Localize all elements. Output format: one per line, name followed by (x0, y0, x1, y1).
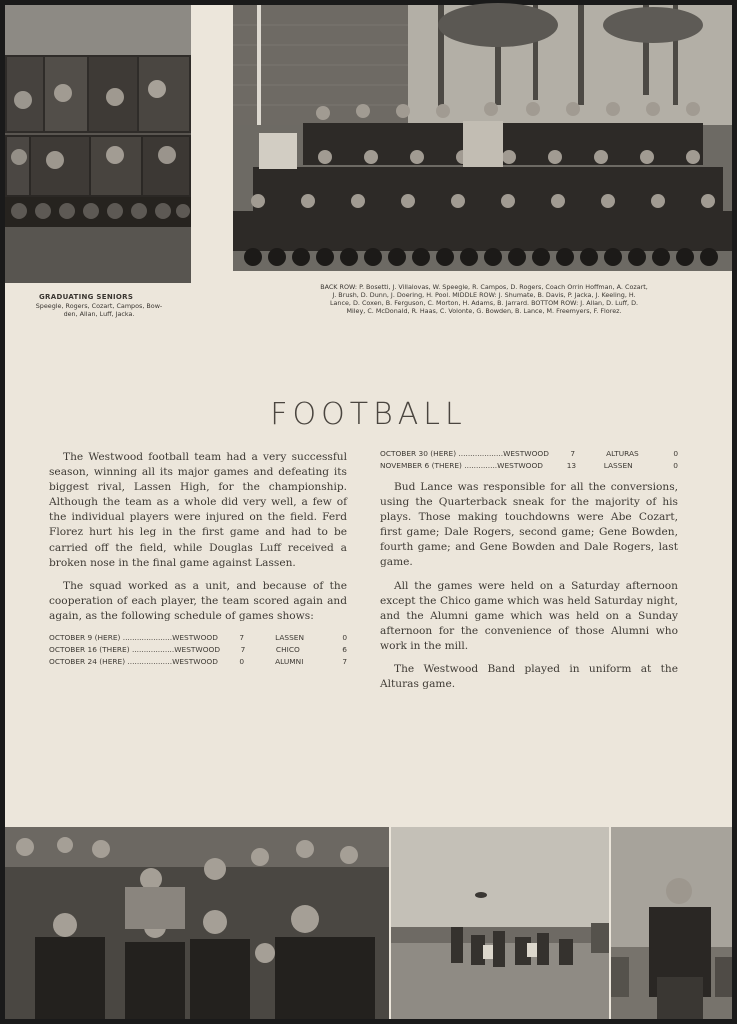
player-portrait-photo (611, 827, 732, 1019)
schedule-row: OCTOBER 9 (HERE) ..................... WESTWOOD 7 LASSEN 0 (49, 633, 348, 643)
schedule-row: OCTOBER 24 (HERE) ................... WESTWOOD 0 ALUMNI 7 (49, 657, 348, 667)
schedule-table-left (49, 632, 347, 668)
game-action-photo (391, 827, 609, 1019)
schedule-table-right (380, 448, 678, 472)
right-column (380, 448, 678, 700)
band-paragraph: The Westwood Band played in uniform at the Alturas game. (380, 663, 678, 691)
crowd-photo (5, 827, 389, 1019)
graduating-seniors-photo (5, 5, 191, 283)
intro-paragraph: The Westwood football team had a very successful season, winning all its major games and defeating its biggest rival, Lassen High, for the championship. Although the team as a whole did very well, a few of the individual players were injured on the field. Ferd Florez hurt his leg in the first game and had to be carried off the field, while Douglas Luff received a broken nose in the final game against Lassen. (49, 451, 347, 569)
page-title: FOOTBALL (270, 397, 467, 432)
left-column (49, 450, 347, 676)
seniors-caption-title: GRADUATING SENIORS (39, 293, 134, 301)
game-days-paragraph: All the games were held on a Saturday afternoon except the Chico game which was held Saturday night, and the Alumni game which was held on a Sunday afternoon for the convenience of those Alumni who work in the mill. (380, 579, 678, 652)
schedule-row: OCTOBER 30 (HERE) ................... WESTWOOD 7 ALTURAS 0 (380, 449, 679, 458)
team-caption: BACK ROW: P. Bosetti, J. Villalovas, W. Speegle, R. Campos, D. Rogers, Coach Orrin Hoffman, A. Cozart, J. Brush, D. Dunn, J. Doering, H. Pool. MIDDLE ROW: J. Shumate, B. Davis, P. Jacka, J. Keeling, H. Lance, D. Coxen, B. Ferguson, C. Morton, H. Adams, B. Jarrard. BOTTOM ROW: J. Allan, D. Luff, D. Miley, C. McDonald, R. Haas, C. Volonte, G. Bowden, B. Lance, M. Freemyers, F. Florez. (320, 283, 648, 315)
seniors-caption-names: Speegle, Rogers, Cozart, Campos, Bow- den, Allan, Luff, Jacka. (35, 302, 163, 318)
conversions-paragraph: Bud Lance was responsible for all the conversions, using the Quarterback sneak for the majority of his plays. Those making touchdowns were Abe Cozart, first game; Dale Rogers, second game; Gene Bowden, fourth game; and Gene Bowden and Dale Rogers, last game. (380, 481, 678, 569)
team-photo (233, 5, 732, 271)
schedule-row: OCTOBER 16 (THERE) .................. WESTWOOD 7 CHICO 6 (49, 645, 347, 655)
schedule-row: NOVEMBER 6 (THERE) .............. WESTWOOD 13 LASSEN 0 (380, 461, 678, 470)
squad-paragraph: The squad worked as a unit, and because of the cooperation of each player, the team scored again and again, as the following schedule of games shows: (49, 579, 347, 622)
yearbook-page (5, 5, 732, 1019)
